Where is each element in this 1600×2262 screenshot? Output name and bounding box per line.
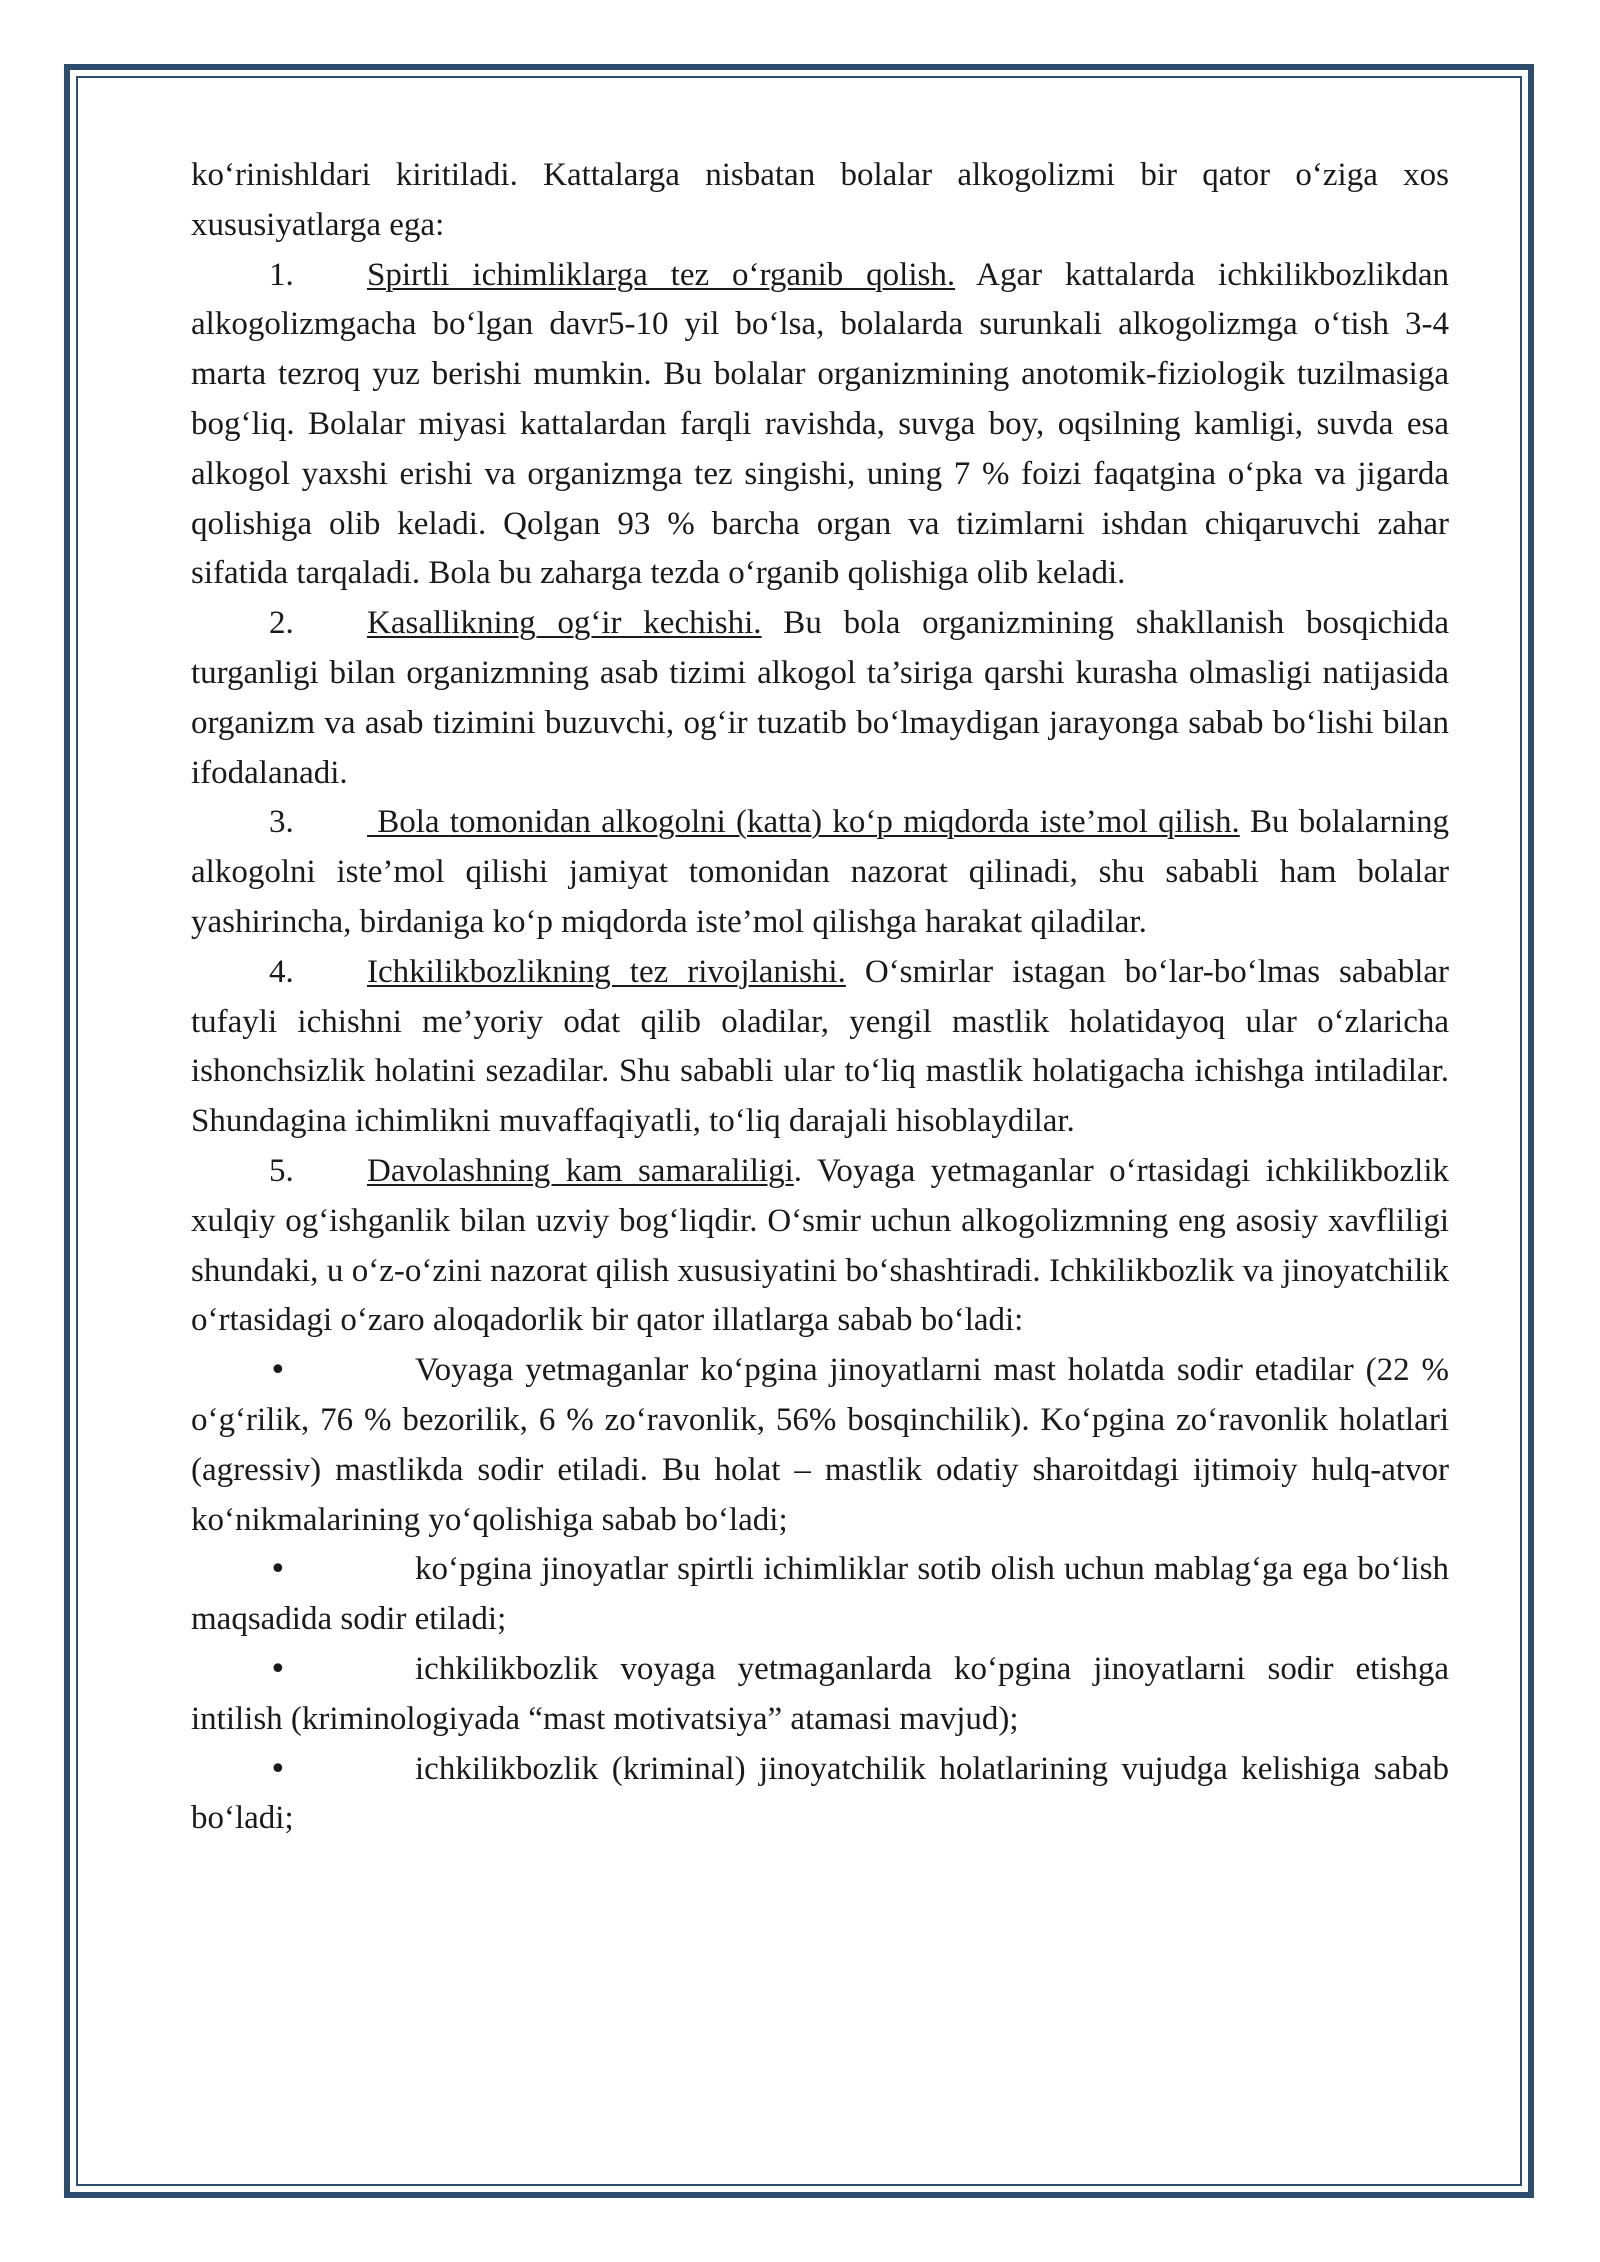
list-item-4 bbox=[191, 948, 1449, 1147]
list-item-3 bbox=[191, 798, 1449, 947]
bullet-text: ko‘pgina jinoyatlar spirtli ichimliklar sotib olish uchun mablag‘ga ega bo‘lish maqsadida sodir etiladi; bbox=[191, 1551, 1449, 1638]
list-item-number: 2. bbox=[269, 605, 294, 642]
list-item-text: Agar kattalarda ichkilikbozlikdan alkogolizmgacha bo‘lgan davr5-10 yil bo‘lsa, bolalarda surunkali alkogolizmga o‘tish 3-4 marta tezroq yuz berishi mumkin. Bu bolalar organizmining anotomik-fiziologik tuzilmasiga bog‘liq. Bolalar miyasi kattalardan farqli ravishda, suvga boy, oqsilning kamligi, suvda esa alkogol yaxshi erishi va organizmga tez singishi, uning 7 % foizi faqatgina o‘pka va jigarda qolishiga olib keladi. Qolgan 93 % barcha organ va tizimlarni ishdan chiqaruvchi zahar sifatida tarqaladi. Bola bu zaharga tezda o‘rganib qolishiga olib keladi. bbox=[191, 256, 1450, 592]
intro-paragraph: ko‘rinishldari kiritiladi. Kattalarga nisbatan bolalar alkogolizmi bir qator o‘ziga xos xususiyatlarga ega: bbox=[191, 157, 1449, 243]
bullet-icon: • bbox=[269, 1552, 287, 1588]
bullet-item-1 bbox=[191, 1346, 1449, 1545]
bullet-text: Voyaga yetmaganlar ko‘pgina jinoyatlarni mast holatda sodir etadilar (22 % o‘g‘rilik, 76 % bezorilik, 6 % zo‘ravonlik, 56% bosqinchilik). Ko‘pgina zo‘ravonlik holatlari (agressiv) mastlikda sodir etiladi. Bu holat – mastlik odatiy sharoitdagi ijtimoiy hulq-atvor ko‘nikmalarining yo‘qolishiga sabab bo‘ladi; bbox=[191, 1352, 1449, 1538]
list-item-number: 1. bbox=[269, 256, 294, 293]
list-item-title: Spirtli ichimliklarga tez o‘rganib qolish. bbox=[367, 256, 956, 293]
list-item-text: O‘smirlar istagan bo‘lar-bo‘lmas sabablar tufayli ichishni me’yoriy odat qilib oladilar, yengil mastlik holatidayoq ular o‘zlaricha ishonchsizlik holatini sezadilar. Shu sababli ular to‘liq mastlik holatigacha ichishga intiladilar. Shundagina ichimlikni muvaffaqiyatli, to‘liq darajali hisoblaydilar. bbox=[191, 953, 1450, 1140]
list-item-title: Ichkilikbozlikning tez rivojlanishi. bbox=[367, 953, 846, 990]
bullet-item-4 bbox=[191, 1745, 1449, 1845]
list-item-text: . Voyaga yetmaganlar o‘rtasidagi ichkilikbozlik xulqiy og‘ishganlik bilan uzviy bog‘liqdir. O‘smir uchun alkogolizmning eng asosiy xavfliligi shundaki, u o‘z-o‘zini nazorat qilish xususiyatini bo‘shashtiradi. Ichkilikbozlik va jinoyatchilik o‘rtasidagi o‘zaro aloqadorlik bir qator illatlarga sabab bo‘ladi: bbox=[191, 1152, 1449, 1339]
list-item-text: Bu bolalarning alkogolni iste’mol qilishi jamiyat tomonidan nazorat qilinadi, shu sababli ham bolalar yashirincha, birdaniga ko‘p miqdorda iste’mol qilishga harakat qiladilar. bbox=[191, 804, 1449, 940]
bullet-item-2 bbox=[191, 1545, 1449, 1645]
list-item-number: 5. bbox=[269, 1152, 294, 1189]
bullet-text: ichkilikbozlik voyaga yetmaganlarda ko‘pgina jinoyatlarni sodir etishga intilish (kriminologiyada “mast motivatsiya” atamasi mavjud); bbox=[191, 1650, 1449, 1737]
bullet-icon: • bbox=[269, 1751, 287, 1787]
list-item-number: 3. bbox=[269, 804, 294, 841]
list-item-5 bbox=[191, 1147, 1449, 1346]
list-item-text: Bu bola organizmining shakllanish bosqichida turganligi bilan organizmning asab tizimi alkogol ta’siriga qarshi kurasha olmasligi natijasida organizm va asab tizimini buzuvchi, og‘ir tuzatib bo‘lmaydigan jarayonga sabab bo‘lishi bilan ifodalanadi. bbox=[191, 605, 1449, 791]
bullet-text: ichkilikbozlik (kriminal) jinoyatchilik holatlarining vujudga kelishiga sabab bo‘ladi; bbox=[191, 1750, 1449, 1837]
list-item-title: Davolashning kam samaraliligi bbox=[367, 1152, 794, 1189]
bullet-icon: • bbox=[269, 1651, 287, 1687]
bullet-item-3 bbox=[191, 1645, 1449, 1745]
list-item-1 bbox=[191, 251, 1449, 600]
bullet-icon: • bbox=[269, 1353, 287, 1389]
list-item-number: 4. bbox=[269, 953, 294, 990]
list-item-title: Kasallikning og‘ir kechishi. bbox=[367, 605, 762, 642]
list-item-title: Bola tomonidan alkogolni (katta) ko‘p miqdorda iste’mol qilish. bbox=[367, 804, 1240, 841]
list-item-2 bbox=[191, 599, 1449, 798]
document-body bbox=[191, 151, 1449, 1844]
